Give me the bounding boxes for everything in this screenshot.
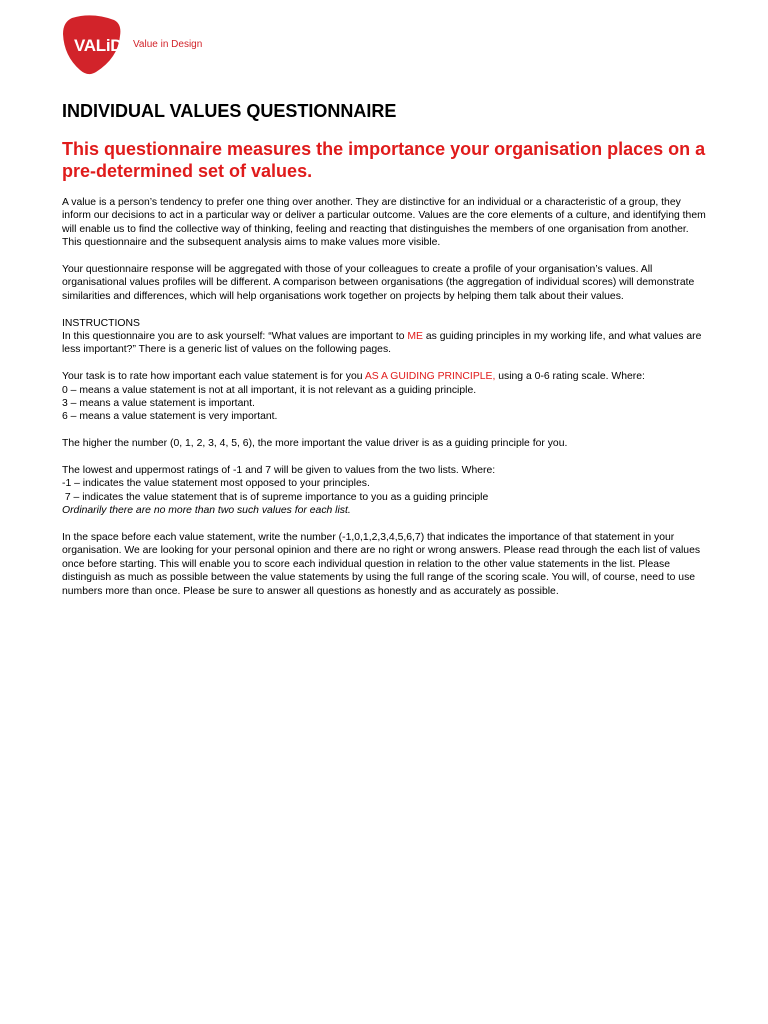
intro-paragraph: A value is a person’s tendency to prefer one thing over another. They are distinctive for an individual or a characteristic of a group, they inform our decisions to act in a particular way or deliver a particular outcome. Values are the core elements of a culture, and identifying them will enable us to find the collective way of thinking, feeling and reacting that distinguishes the members of one organisation from another. This questionnaire and the subsequent analysis aims to make values more visible.: [62, 197, 706, 249]
instructions-paragraph: [62, 317, 710, 357]
higher-paragraph: The higher the number (0, 1, 2, 3, 4, 5, 6), the more important the value driver is as a guiding principle for you.: [62, 438, 568, 450]
instructions-text-after: as guiding principles in my working life, and what values are less important?” There is a generic list of values on the following pages.: [62, 331, 702, 356]
document-title: INDIVIDUAL VALUES QUESTIONNAIRE: [62, 101, 397, 121]
extremes-seven: 7 – indicates the value statement that is of supreme importance to you as a guiding principle: [62, 491, 489, 503]
task-paragraph: [62, 370, 710, 424]
logo-tagline: Value in Design: [133, 39, 203, 50]
extremes-note: Ordinarily there are no more than two such values for each list.: [62, 505, 351, 517]
document-subtitle: This questionnaire measures the importance your organisation places on a pre-determined set of values.: [62, 139, 706, 181]
scale-item: 0 – means a value statement is not at all important, it is not relevant as a guiding principle.: [62, 384, 477, 396]
instructions-highlight: ME: [407, 331, 423, 343]
instructions-text-before: In this questionnaire you are to ask yourself: “What values are important to: [62, 331, 408, 343]
scale-item: 6 – means a value statement is very important.: [62, 411, 278, 423]
extremes-intro: The lowest and uppermost ratings of -1 and 7 will be given to values from the two lists. Where:: [62, 465, 496, 477]
valid-logo: [62, 14, 212, 76]
task-highlight: AS A GUIDING PRINCIPLE,: [364, 371, 496, 383]
extremes-minus-one: -1 – indicates the value statement most opposed to your principles.: [62, 478, 370, 490]
logo-brand: VALiD: [74, 36, 123, 55]
extremes-paragraph: [62, 464, 710, 518]
instructions-heading: INSTRUCTIONS: [62, 317, 140, 329]
aggregation-paragraph: Your questionnaire response will be aggregated with those of your colleagues to create a profile of your organisation’s values. All organisational values profiles will be different. A comparison between organisations (the aggregation of individual scores) will demonstrate similarities and differences, which will help organisations work together on projects by helping them talk about their values.: [62, 264, 695, 302]
task-text-after: using a 0-6 rating scale. Where:: [495, 371, 645, 383]
scale-item: 3 – means a value statement is important.: [62, 398, 255, 410]
document-body: [62, 100, 710, 611]
space-paragraph: In the space before each value statement, write the number (-1,0,1,2,3,4,5,6,7) that indicates the importance of that statement in your organisation. We are looking for your personal opinion and there are no right or wrong answers. Please read through the each list of values once before starting. This will enable you to score each individual question in relation to the other value statements in the list. Please distinguish as much as possible between the value statements by using the full range of the scoring scale. You will, of course, need to use numbers more than once. Please be sure to answer all questions as honestly and as accurately as possible.: [62, 532, 701, 597]
task-text-before: Your task is to rate how important each value statement is for you: [62, 371, 365, 383]
